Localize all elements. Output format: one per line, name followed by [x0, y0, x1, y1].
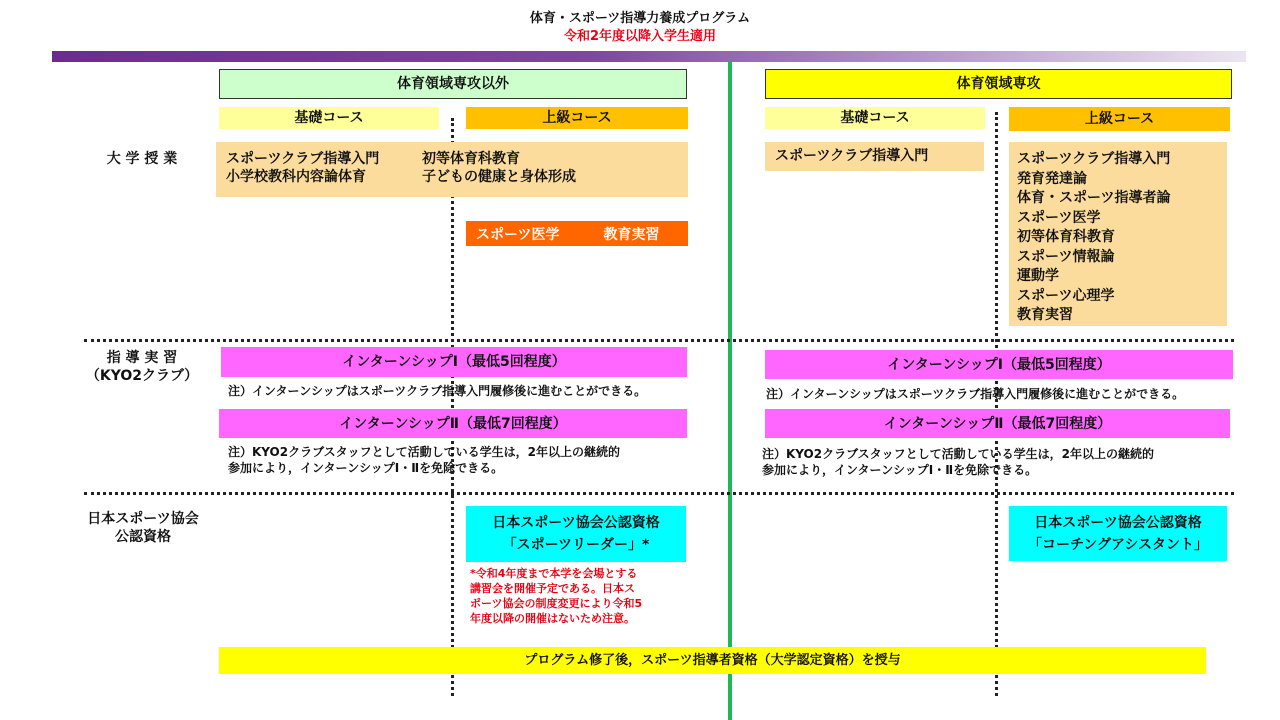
right-license-line1: 日本スポーツ協会公認資格: [1034, 514, 1202, 531]
right-internship-2-note: [762, 446, 1232, 478]
left-header-non-pe: 体育領域専攻以外: [219, 69, 687, 99]
program-completion-bar: プログラム修了後，スポーツ指導者資格（大学認定資格）を授与: [219, 647, 1206, 674]
list-item: スポーツ医学: [1017, 209, 1101, 226]
right-internship-2: インターンシップⅡ（最低7回程度）: [765, 409, 1230, 438]
left-course-box: [216, 142, 688, 197]
page-subtitle: 令和2年度以降入学生適用: [563, 29, 717, 44]
left-course-item: 子どもの健康と身体形成: [422, 169, 576, 185]
right-advanced-course-list: [1017, 150, 1219, 326]
row-label-practicum: [74, 349, 210, 385]
right-internship-2-note-line1: 注）KYO2クラブスタッフとして活動している学生は，2年以上の継続的: [762, 447, 1154, 461]
right-internship-1-note: 注）インターンシップはスポーツクラブ指導入門履修後に進むことができる。: [766, 387, 1185, 401]
left-license-footnote: [470, 566, 690, 626]
footnote-line: ポーツ協会の制度変更により令和5: [470, 597, 643, 610]
list-item: 教育実習: [1017, 307, 1073, 323]
right-advanced-course-box: [1009, 142, 1227, 326]
list-item: スポーツ心理学: [1017, 287, 1115, 304]
center-divider-line: [728, 62, 732, 720]
header-gradient-bar: [52, 51, 1246, 62]
left-orange-course-box: [466, 221, 688, 246]
list-item: スポーツ情報論: [1017, 248, 1115, 265]
left-orange-item-teaching-practice: 教育実習: [603, 226, 660, 243]
right-license-line2: 「コーチングアシスタント」: [1027, 536, 1209, 553]
right-internship-2-note-line2: 参加により，インターンシップⅠ・Ⅱを免除できる。: [762, 463, 1038, 477]
left-license-line1: 日本スポーツ協会公認資格: [492, 515, 660, 531]
left-license-box: [466, 506, 686, 562]
right-advanced-course-label: 上級コース: [1009, 107, 1230, 131]
list-item: 初等体育科教育: [1017, 229, 1115, 245]
footnote-line: 年度以降の開催はないため注意。: [470, 612, 635, 625]
right-dotted-divider: [995, 112, 998, 696]
left-license-line2: 「スポーツリーダー」*: [502, 537, 650, 553]
left-internship-1-note: 注）インターンシップはスポーツクラブ指導入門履修後に進むことができる。: [228, 384, 647, 398]
footnote-line: *令和4年度まで本学を会場とする: [470, 567, 638, 580]
list-item: 体育・スポーツ指導者論: [1017, 190, 1171, 206]
left-internship-2-note-line2: 参加により，インターンシップⅠ・Ⅱを免除できる。: [228, 461, 504, 475]
page-title: 体育・スポーツ指導力養成プログラム: [529, 11, 751, 26]
left-basic-course-label: 基礎コース: [219, 107, 439, 129]
right-license-box: [1009, 506, 1227, 561]
row-label-lectures: 大 学 授 業: [106, 151, 178, 167]
row-label-license-line2: 公認資格: [115, 529, 171, 545]
left-orange-item-sports-medicine: スポーツ医学: [476, 226, 560, 243]
row-label-practicum-line2: （KYO2クラブ）: [85, 368, 199, 384]
row-label-license: [70, 510, 216, 546]
right-header-pe: 体育領域専攻: [765, 69, 1232, 99]
left-internship-2-note: [228, 444, 698, 476]
left-course-item: 小学校教科内容論体育: [226, 169, 366, 185]
left-internship-1: インターンシップⅠ（最低5回程度）: [221, 347, 687, 377]
left-advanced-course-label: 上級コース: [466, 107, 688, 129]
left-dotted-divider: [451, 118, 454, 696]
row-divider-lectures: [84, 339, 1234, 342]
row-label-license-line1: 日本スポーツ協会: [87, 511, 199, 527]
row-divider-practicum: [84, 492, 1234, 495]
right-basic-course-label: 基礎コース: [765, 107, 985, 129]
list-item: スポーツクラブ指導入門: [1017, 151, 1171, 167]
left-course-grid: [226, 150, 678, 186]
right-internship-1: インターンシップⅠ（最低5回程度）: [765, 350, 1233, 379]
right-basic-course-box: スポーツクラブ指導入門: [765, 142, 984, 171]
left-course-item: 初等体育科教育: [422, 151, 520, 167]
list-item: 発育発達論: [1017, 170, 1087, 187]
footnote-line: 講習会を開催予定である。日本ス: [470, 582, 635, 595]
row-label-practicum-line1: 指 導 実 習: [106, 350, 178, 366]
left-internship-2-note-line1: 注）KYO2クラブスタッフとして活動している学生は，2年以上の継続的: [228, 445, 620, 459]
left-course-item: スポーツクラブ指導入門: [226, 151, 380, 167]
list-item: 運動学: [1017, 268, 1059, 284]
left-internship-2: インターンシップⅡ（最低7回程度）: [219, 409, 687, 438]
